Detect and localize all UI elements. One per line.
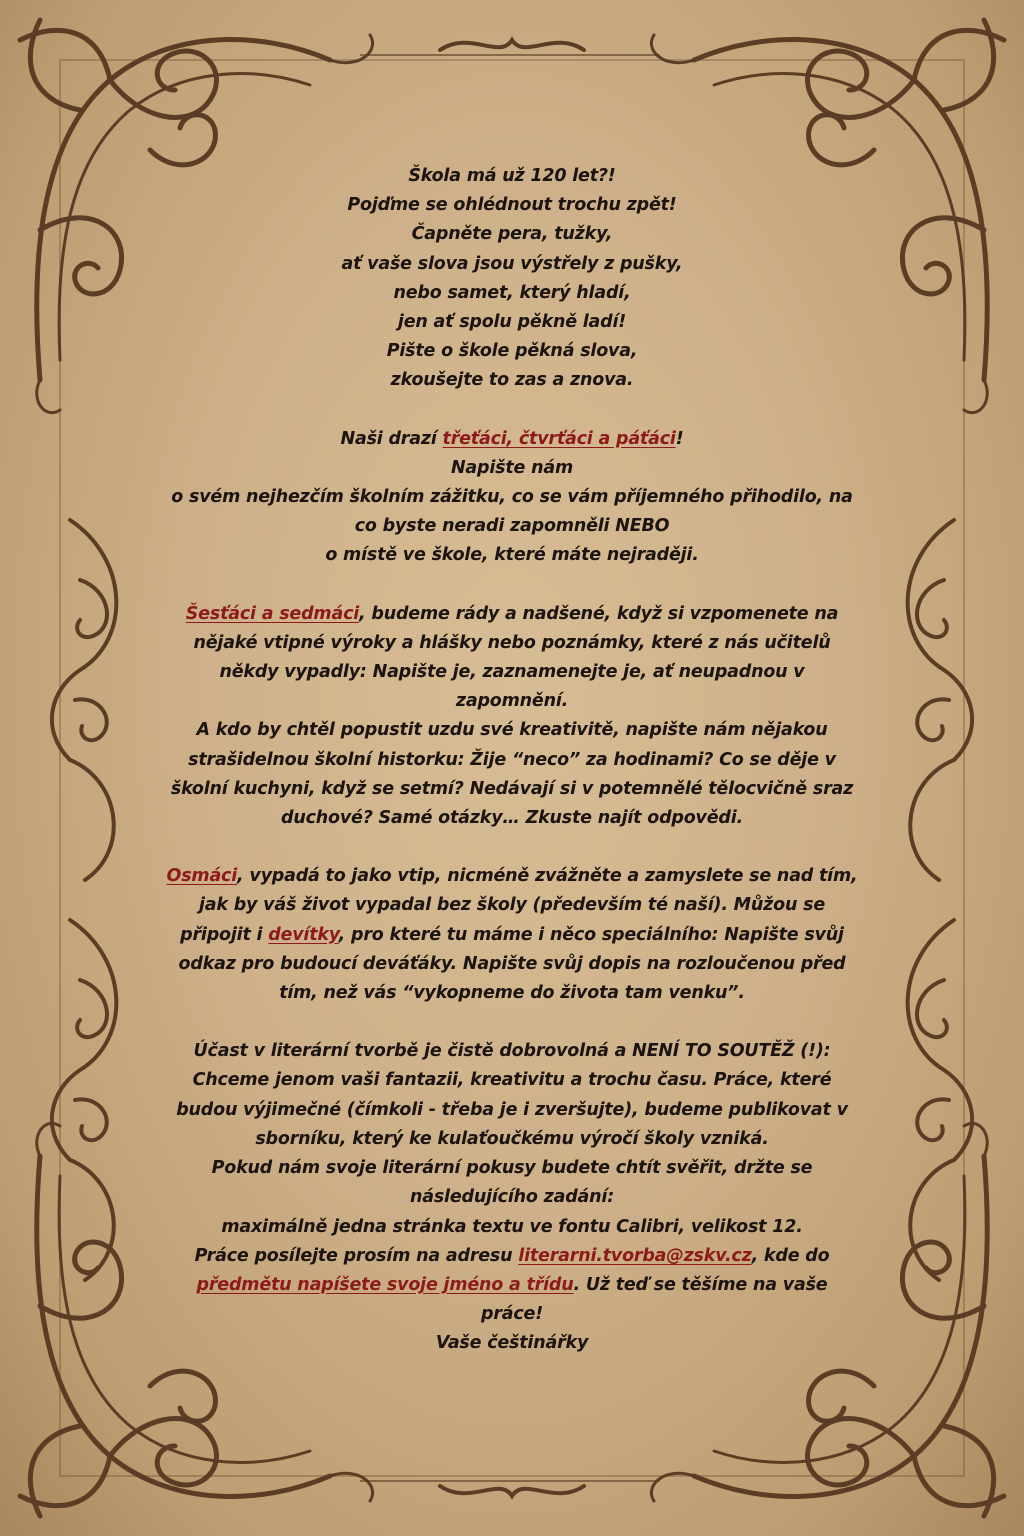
text-line: zapomnění. bbox=[455, 691, 569, 712]
text-line: budou výjimečné (čímkoli - třeba je i zveršujte), budeme publikovat v bbox=[176, 1099, 848, 1120]
section-rules bbox=[150, 1037, 874, 1358]
poem-line: zkoušejte to zas a znova. bbox=[390, 370, 634, 391]
text-line: Chceme jenom vaši fantazii, kreativitu a trochu času. Práce, které bbox=[192, 1070, 832, 1091]
grade-9-highlight: devítky bbox=[268, 924, 339, 945]
section-grades-3-5 bbox=[150, 425, 874, 571]
grades-6-7-highlight: Šesťáci a sedmáci bbox=[185, 603, 360, 624]
poem-line: Škola má už 120 let?! bbox=[408, 166, 616, 186]
text-line: Napište nám bbox=[450, 457, 574, 478]
text-line: sborníku, který ke kulaťoučkému výročí školy vzniká. bbox=[255, 1128, 769, 1149]
poem-line: ať vaše slova jsou výstřely z pušky, bbox=[341, 253, 683, 274]
poem-line: jen ať spolu pěkně ladí! bbox=[397, 312, 627, 333]
poem-line: nebo samet, který hladí, bbox=[393, 282, 631, 303]
text-line: školní kuchyni, když se setmí? Nedávají si v potemnělé tělocvičně sraz bbox=[170, 778, 854, 799]
text-line: nějaké vtipné výroky a hlášky nebo poznámky, které z nás učitelů bbox=[193, 632, 831, 653]
text-line: odkaz pro budoucí deváťáky. Napište svůj dopis na rozloučenou před bbox=[178, 953, 846, 974]
text-line: tím, než vás “vykopneme do života tam venku”. bbox=[279, 983, 745, 1004]
subject-instruction-highlight: předmětu napíšete svoje jméno a třídu bbox=[196, 1274, 574, 1295]
text-line: strašidelnou školní historku: Žije “neco” za hodinami? Co se děje v bbox=[188, 749, 836, 770]
text-line: Šesťáci a sedmáci, budeme rády a nadšené, když si vzpomenete na bbox=[185, 603, 839, 624]
text-line: jak by váš život vypadal bez školy (především té naší). Můžou se bbox=[198, 895, 825, 916]
text-line: předmětu napíšete svoje jméno a třídu. Už teď se těšíme na vaše bbox=[196, 1274, 828, 1295]
grade-8-highlight: Osmáci bbox=[166, 866, 238, 887]
text-line: práce! bbox=[481, 1304, 543, 1325]
text-line: Pokud nám svoje literární pokusy budete chtít svěřit, držte se bbox=[211, 1158, 813, 1179]
signature: Vaše češtinářky bbox=[435, 1333, 589, 1354]
text-line: Naši drazí třeťáci, čtvrťáci a páťáci! bbox=[340, 428, 684, 449]
text-line: A kdo by chtěl popustit uzdu své kreativitě, napište nám nějakou bbox=[196, 720, 828, 741]
text-line: Účast v literární tvorbě je čistě dobrovolná a NENÍ TO SOUTĚŽ (!): bbox=[193, 1041, 831, 1062]
poem bbox=[150, 162, 874, 396]
text-line: následujícího zadání: bbox=[409, 1187, 615, 1208]
text-line: Práce posílejte prosím na adresu literarni.tvorba@zskv.cz, kde do bbox=[194, 1245, 830, 1266]
text-line: duchové? Samé otázky… Zkuste najít odpovědi. bbox=[281, 808, 743, 829]
poem-line: Pište o škole pěkná slova, bbox=[386, 341, 638, 362]
section-grades-6-7 bbox=[150, 600, 874, 834]
text-line: někdy vypadly: Napište je, zaznamenejte je, ať neupadnou v bbox=[219, 662, 805, 683]
text-line: co byste neradi zapomněli NEBO bbox=[354, 516, 670, 537]
poem-line: Čapněte pera, tužky, bbox=[411, 224, 613, 245]
grades-3-5-highlight: třeťáci, čtvrťáci a páťáci bbox=[442, 428, 676, 449]
poem-line: Pojďme se ohlédnout trochu zpět! bbox=[347, 195, 677, 216]
text-line: o svém nejhezčím školním zážitku, co se vám příjemného přihodilo, na bbox=[171, 487, 853, 508]
section-grades-8-9 bbox=[150, 862, 874, 1008]
invitation-text bbox=[150, 162, 874, 1359]
text-line: o místě ve škole, které máte nejraději. bbox=[325, 545, 699, 566]
text-line: připojit i devítky, pro které tu máme i něco speciálního: Napište svůj bbox=[180, 924, 844, 945]
email-link[interactable]: literarni.tvorba@zskv.cz bbox=[518, 1245, 752, 1266]
text-line: maximálně jedna stránka textu ve fontu Calibri, velikost 12. bbox=[221, 1216, 803, 1237]
text-line: Osmáci, vypadá to jako vtip, nicméně zvážněte a zamyslete se nad tím, bbox=[166, 866, 858, 887]
